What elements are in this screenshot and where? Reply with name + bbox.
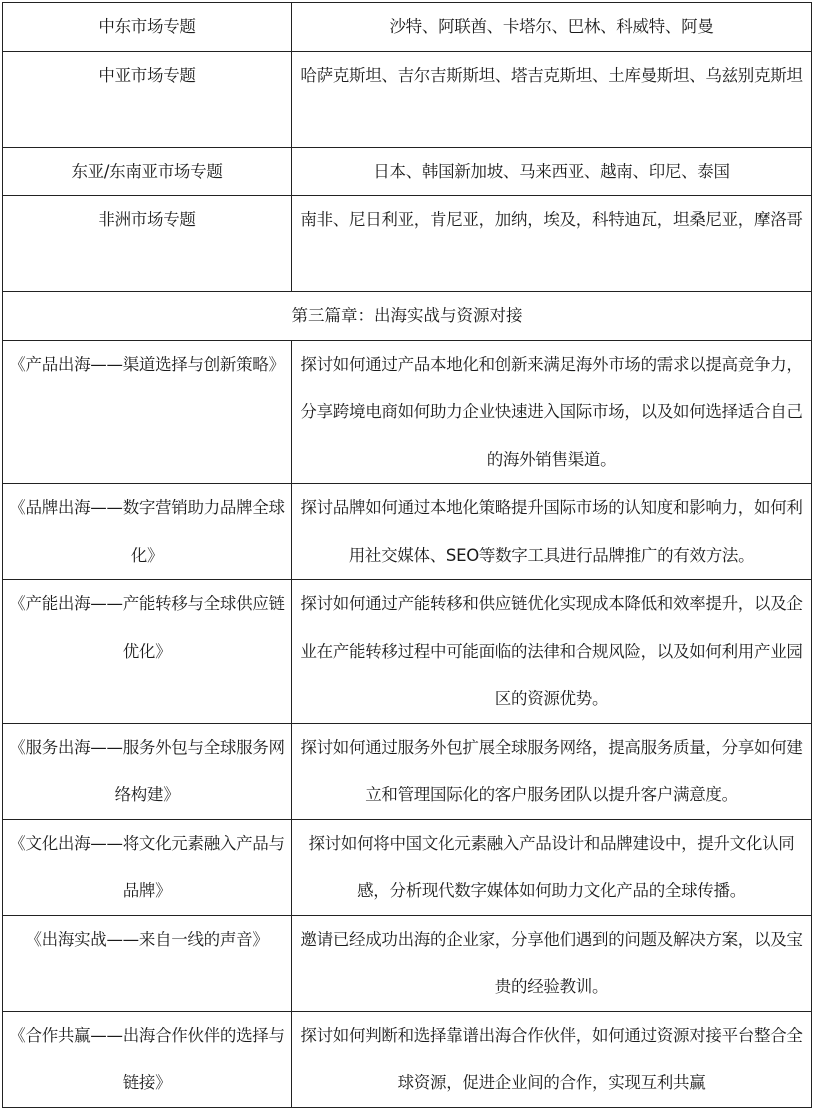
market-name: 中亚市场专题 [3, 51, 292, 147]
chapter-title: 第三篇章：出海实战与资源对接 [3, 292, 812, 341]
topic-title: 《服务出海——服务外包与全球服务网络构建》 [3, 723, 292, 819]
table-row [3, 723, 812, 819]
market-name: 中东市场专题 [3, 3, 292, 52]
table-row [3, 3, 812, 52]
topic-description: 探讨如何将中国文化元素融入产品设计和品牌建设中，提升文化认同感，分析现代数字媒体如何助力文化产品的全球传播。 [292, 819, 812, 915]
market-name: 东亚/东南亚市场专题 [3, 147, 292, 196]
table-row [3, 484, 812, 580]
market-countries: 南非、尼日利亚，肯尼亚，加纳，埃及，科特迪瓦，坦桑尼亚，摩洛哥 [292, 196, 812, 292]
table-row [3, 51, 812, 147]
agenda-table [2, 2, 812, 1108]
table-row [3, 1011, 812, 1107]
topic-title: 《合作共赢——出海合作伙伴的选择与链接》 [3, 1011, 292, 1107]
market-countries: 沙特、阿联酋、卡塔尔、巴林、科威特、阿曼 [292, 3, 812, 52]
topic-description: 邀请已经成功出海的企业家，分享他们遇到的问题及解决方案，以及宝贵的经验教训。 [292, 915, 812, 1011]
topic-title: 《品牌出海——数字营销助力品牌全球化》 [3, 484, 292, 580]
topic-description: 探讨品牌如何通过本地化策略提升国际市场的认知度和影响力，如何利用社交媒体、SEO等数字工具进行品牌推广的有效方法。 [292, 484, 812, 580]
topic-title: 《产品出海——渠道选择与创新策略》 [3, 340, 292, 484]
topic-title: 《文化出海——将文化元素融入产品与品牌》 [3, 819, 292, 915]
table-row [3, 340, 812, 484]
table-row [3, 147, 812, 196]
topic-title: 《产能出海——产能转移与全球供应链优化》 [3, 580, 292, 724]
table-row [3, 819, 812, 915]
topic-description: 探讨如何通过服务外包扩展全球服务网络，提高服务质量，分享如何建立和管理国际化的客户服务团队以提升客户满意度。 [292, 723, 812, 819]
table-row [3, 915, 812, 1011]
topic-description: 探讨如何判断和选择靠谱出海合作伙伴，如何通过资源对接平台整合全球资源，促进企业间的合作，实现互利共赢 [292, 1011, 812, 1107]
topic-title: 《出海实战——来自一线的声音》 [3, 915, 292, 1011]
section-header-row [3, 292, 812, 341]
topic-description: 探讨如何通过产品本地化和创新来满足海外市场的需求以提高竞争力，分享跨境电商如何助力企业快速进入国际市场，以及如何选择适合自己的海外销售渠道。 [292, 340, 812, 484]
market-countries: 日本、韩国新加坡、马来西亚、越南、印尼、泰国 [292, 147, 812, 196]
market-name: 非洲市场专题 [3, 196, 292, 292]
table-row [3, 580, 812, 724]
topic-description: 探讨如何通过产能转移和供应链优化实现成本降低和效率提升，以及企业在产能转移过程中可能面临的法律和合规风险，以及如何利用产业园区的资源优势。 [292, 580, 812, 724]
table-row [3, 196, 812, 292]
market-countries: 哈萨克斯坦、吉尔吉斯斯坦、塔吉克斯坦、土库曼斯坦、乌兹别克斯坦 [292, 51, 812, 147]
